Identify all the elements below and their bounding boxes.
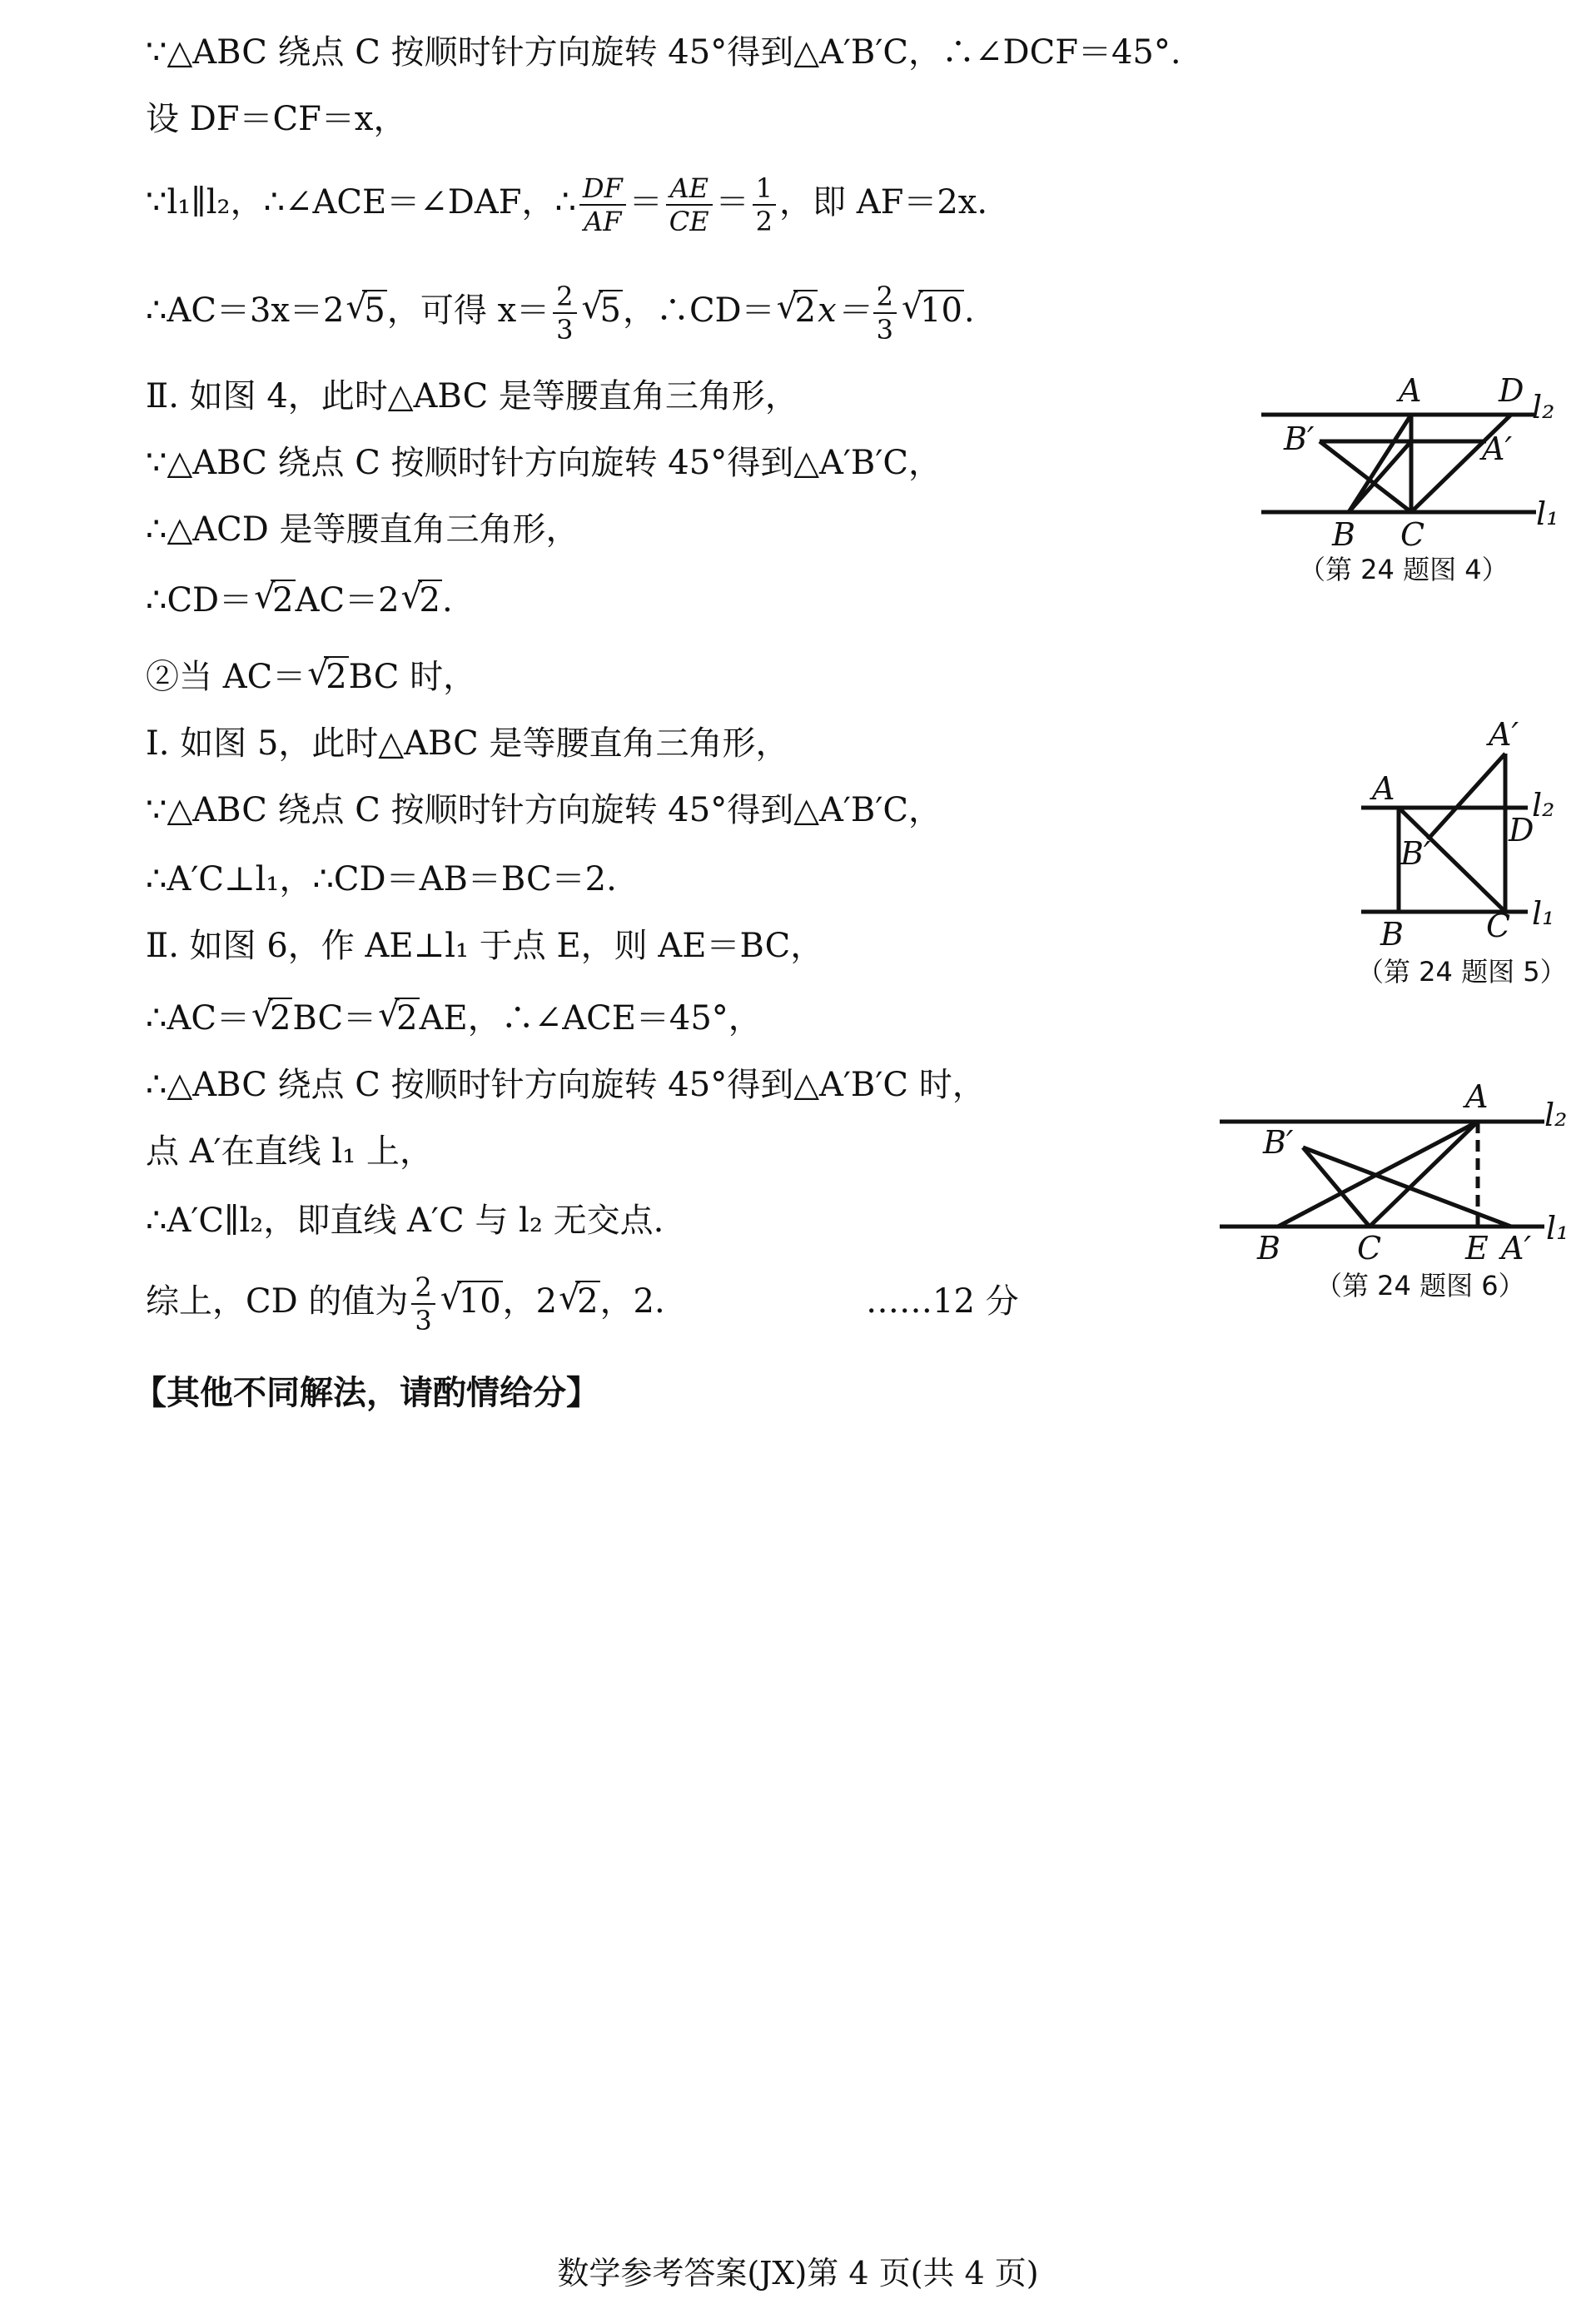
equals-sign: ＝	[629, 183, 663, 221]
sqrt-2	[777, 271, 818, 351]
label-b-prime: B′	[1400, 835, 1431, 872]
text-line-9	[146, 654, 476, 700]
segment-ac	[1370, 1122, 1478, 1227]
text-line-7: ∴△ACD 是等腰直角三角形，	[146, 510, 579, 549]
text-line-12: ∴A′C⊥l₁，∴CD＝AB＝BC＝2.	[146, 860, 617, 898]
text-line-15: ∴△ABC 绕点 C 按顺时针方向旋转 45°得到△A′B′C 时，	[146, 1066, 986, 1104]
text-line-16: 点 A′在直线 l₁ 上，	[146, 1132, 433, 1171]
sqrt-2	[378, 995, 419, 1042]
radicand: 10	[458, 1282, 501, 1321]
segment-bpc	[1320, 441, 1411, 512]
text-line-11: ∵△ABC 绕点 C 按顺时针方向旋转 45°得到△A′B′C，	[146, 791, 942, 829]
text-line-4	[146, 271, 975, 351]
label-l1: l₁	[1546, 1210, 1569, 1247]
text-line-3	[146, 162, 987, 242]
radicand: 2	[272, 581, 294, 620]
text-line-8-start: ∴CD＝	[146, 581, 253, 620]
text-line-4-cd: ，∴CD＝	[622, 291, 775, 330]
fraction-denominator: CE	[669, 206, 709, 237]
sqrt-2	[401, 577, 442, 624]
figure-6	[1211, 1074, 1586, 1307]
label-c: C	[1486, 908, 1511, 944]
figure-4	[1249, 366, 1582, 591]
radicand: 2	[396, 999, 418, 1038]
radicand: 10	[920, 291, 962, 330]
fraction-two-thirds	[411, 1271, 435, 1336]
fraction-numerator: 2	[873, 281, 897, 314]
fraction-two-thirds	[873, 281, 897, 346]
fraction-denominator: 3	[876, 314, 894, 346]
text-line-6: ∵△ABC 绕点 C 按顺时针方向旋转 45°得到△A′B′C，	[146, 444, 942, 482]
label-e: E	[1465, 1230, 1489, 1266]
fraction-denominator: 2	[755, 206, 773, 237]
label-a-prime: A′	[1501, 1230, 1532, 1266]
segment-apbp	[1428, 754, 1505, 839]
text-line-4-start: ∴AC＝3x＝2	[146, 291, 345, 330]
fraction-df-af	[579, 172, 626, 237]
sqrt-5	[346, 271, 386, 351]
sqrt-2	[559, 1261, 599, 1341]
equals-sign: ＝	[715, 183, 749, 221]
segment-extra	[1349, 441, 1411, 512]
figure-5-caption: （第 24 题图 5）	[1357, 956, 1567, 988]
label-b-prime: B′	[1284, 420, 1315, 457]
label-a: A	[1465, 1078, 1489, 1115]
text-line-14	[146, 995, 762, 1042]
label-b: B	[1332, 516, 1355, 553]
sqrt-10	[902, 271, 964, 351]
label-c: C	[1400, 516, 1425, 553]
figure-6-caption: （第 24 题图 6）	[1315, 1270, 1525, 1301]
text-line-9-end: BC 时，	[348, 658, 477, 696]
label-l2: l₂	[1532, 787, 1555, 824]
comma-two-end: ，2.	[599, 1282, 665, 1321]
fraction-denominator: 3	[415, 1305, 432, 1336]
period: .	[441, 581, 453, 620]
text-line-1: ∵△ABC 绕点 C 按顺时针方向旋转 45°得到△A′B′C，∴∠DCF＝45°.	[146, 33, 1181, 72]
text-line-8	[146, 577, 453, 624]
label-a: A	[1399, 372, 1422, 409]
period: .	[963, 291, 975, 330]
label-c: C	[1357, 1230, 1382, 1266]
comma-two: ，2	[502, 1282, 558, 1321]
fraction-numerator: 1	[753, 172, 776, 206]
radicand: 5	[599, 291, 621, 330]
sqrt-2	[251, 995, 292, 1042]
radicand: 2	[577, 1282, 599, 1321]
label-a-prime: A′	[1482, 430, 1513, 467]
figure-4-caption: （第 24 题图 4）	[1299, 554, 1509, 585]
label-d: D	[1499, 372, 1524, 409]
label-l1: l₁	[1532, 895, 1555, 932]
label-b: B	[1257, 1230, 1280, 1266]
text-line-8-rest: AC＝2	[295, 581, 400, 620]
radicand: 2	[794, 291, 817, 330]
text-line-4-mid: ，可得 x＝	[386, 291, 550, 330]
fraction-numerator: 2	[553, 281, 576, 314]
text-line-14-end: AE，∴∠ACE＝45°，	[419, 999, 762, 1038]
fraction-two-thirds	[553, 281, 576, 346]
fraction-numerator: AE	[666, 172, 713, 206]
grading-note: 【其他不同解法，请酌情给分】	[133, 1373, 599, 1412]
label-l2: l₂	[1532, 389, 1555, 425]
sqrt-2	[254, 577, 295, 624]
text-line-14-start: ∴AC＝	[146, 999, 250, 1038]
label-l1: l₁	[1536, 495, 1559, 532]
text-line-18-start: 综上，CD 的值为	[146, 1282, 409, 1321]
text-line-3-start: ∵l₁∥l₂，∴∠ACE＝∠DAF，∴	[146, 183, 576, 221]
text-line-9-start: ②当 AC＝	[146, 658, 306, 696]
radicand: 2	[419, 581, 440, 620]
label-b: B	[1380, 916, 1404, 953]
fraction-numerator: DF	[579, 172, 626, 206]
radicand: 2	[269, 999, 291, 1038]
label-b-prime: B′	[1263, 1124, 1294, 1161]
fraction-denominator: 3	[556, 314, 574, 346]
label-a: A	[1372, 770, 1395, 807]
text-line-13: Ⅱ. 如图 6，作 AE⊥l₁ 于点 E，则 AE＝BC，	[146, 927, 824, 965]
text-line-18	[146, 1261, 665, 1341]
radicand: 2	[326, 658, 347, 696]
fraction-denominator: AF	[584, 206, 622, 237]
label-a-prime: A′	[1489, 716, 1519, 753]
fraction-one-half	[753, 172, 776, 237]
text-line-14-mid: BC＝	[292, 999, 377, 1038]
sqrt-5	[582, 271, 623, 351]
fraction-ae-ce	[666, 172, 713, 237]
sqrt2-x: x＝	[818, 291, 870, 330]
segment-ab	[1349, 415, 1411, 512]
text-line-10: Ⅰ. 如图 5，此时△ABC 是等腰直角三角形，	[146, 724, 789, 763]
text-line-3-end: ，即 AF＝2x.	[778, 183, 988, 221]
label-l2: l₂	[1544, 1097, 1568, 1133]
figure-5	[1332, 716, 1582, 991]
fraction-numerator: 2	[411, 1271, 435, 1305]
text-line-17: ∴A′C∥l₂，即直线 A′C 与 l₂ 无交点.	[146, 1202, 664, 1240]
text-line-5: Ⅱ. 如图 4，此时△ABC 是等腰直角三角形，	[146, 377, 798, 416]
sqrt-2	[307, 654, 348, 700]
score-marker: ……12 分	[866, 1282, 1019, 1321]
sqrt-10	[440, 1261, 503, 1341]
label-d: D	[1509, 812, 1534, 848]
radicand: 5	[364, 291, 385, 330]
page-footer: 数学参考答案(JX)第 4 页(共 4 页)	[557, 2255, 1039, 2292]
text-line-2: 设 DF＝CF＝x，	[146, 100, 407, 138]
